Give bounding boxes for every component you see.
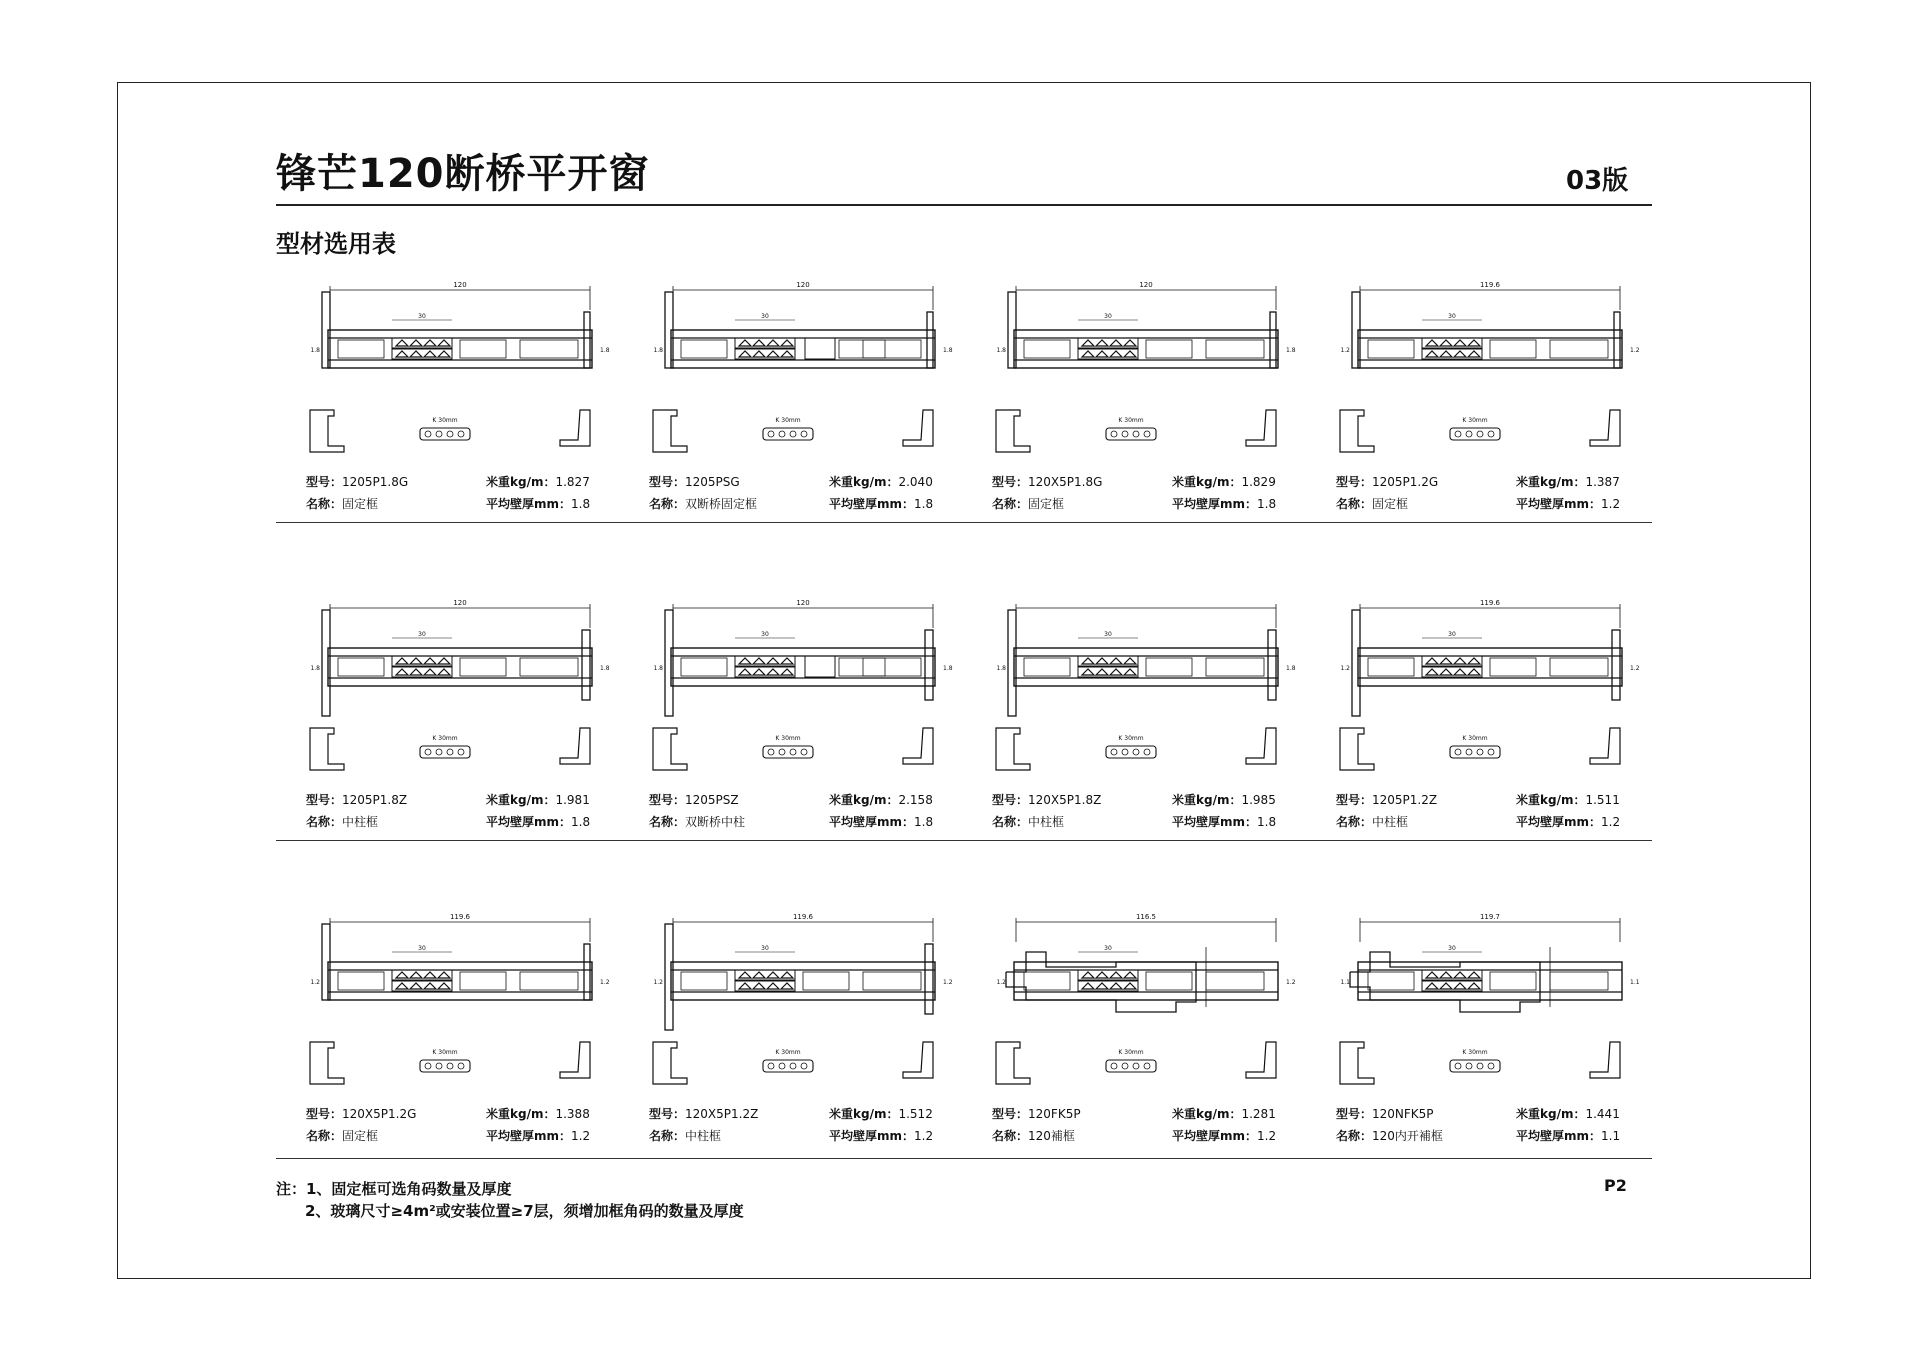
width-dimension: 116.5 <box>1135 913 1157 921</box>
profile-model: 型号：1205PSG <box>649 475 740 489</box>
profile-wall-thickness: 平均壁厚mm：1.1 <box>1516 1129 1621 1143</box>
profile-wall-thickness: 平均壁厚mm：1.8 <box>829 497 934 511</box>
svg-text:30: 30 <box>418 631 426 638</box>
profile-section-drawing <box>1330 280 1656 480</box>
svg-text:1.8: 1.8 <box>1286 347 1296 354</box>
svg-text:30: 30 <box>1448 945 1456 952</box>
corner-key-label: K 30mm <box>775 1049 801 1056</box>
profile-weight: 米重kg/m：1.441 <box>1516 1107 1620 1121</box>
profile-wall-thickness: 平均壁厚mm：1.2 <box>1172 1129 1277 1143</box>
profile-section-drawing <box>643 598 969 798</box>
corner-key-label: K 30mm <box>1118 1049 1144 1056</box>
page-number: P2 <box>1604 1176 1627 1195</box>
profile-card <box>1330 598 1656 848</box>
profile-card <box>643 598 969 848</box>
svg-text:30: 30 <box>1448 631 1456 638</box>
svg-text:1.2: 1.2 <box>600 979 610 986</box>
width-dimension: 119.6 <box>449 913 471 921</box>
svg-text:1.8: 1.8 <box>943 665 953 672</box>
profile-card <box>300 598 626 848</box>
profile-weight: 米重kg/m：1.512 <box>829 1107 933 1121</box>
profile-model: 型号：1205PSZ <box>649 793 739 807</box>
svg-text:1.2: 1.2 <box>1340 347 1350 354</box>
profile-wall-thickness: 平均壁厚mm：1.8 <box>486 815 591 829</box>
svg-text:30: 30 <box>1104 945 1112 952</box>
profile-wall-thickness: 平均壁厚mm：1.8 <box>486 497 591 511</box>
note-line-1: 注：1、固定框可选角码数量及厚度 <box>276 1180 512 1198</box>
svg-text:1.8: 1.8 <box>996 347 1006 354</box>
svg-text:30: 30 <box>1448 313 1456 320</box>
profile-card <box>643 280 969 530</box>
profile-name: 名称：120補框 <box>992 1129 1075 1143</box>
corner-key-label: K 30mm <box>432 735 458 742</box>
svg-text:1.2: 1.2 <box>1340 665 1350 672</box>
profile-card <box>986 598 1312 848</box>
profile-name: 名称：固定框 <box>1336 497 1409 511</box>
profile-name: 名称：固定框 <box>306 1129 379 1143</box>
profile-wall-thickness: 平均壁厚mm：1.8 <box>829 815 934 829</box>
svg-text:1.8: 1.8 <box>943 347 953 354</box>
profile-name: 名称：双断桥中柱 <box>649 815 746 829</box>
svg-text:1.2: 1.2 <box>1286 979 1296 986</box>
svg-text:30: 30 <box>418 945 426 952</box>
profile-model: 型号：120FK5P <box>992 1107 1081 1121</box>
profile-wall-thickness: 平均壁厚mm：1.2 <box>829 1129 934 1143</box>
width-dimension: 120 <box>453 281 467 289</box>
profile-wall-thickness: 平均壁厚mm：1.2 <box>486 1129 591 1143</box>
profile-weight: 米重kg/m：2.040 <box>829 475 933 489</box>
profile-wall-thickness: 平均壁厚mm：1.8 <box>1172 815 1277 829</box>
profile-card <box>300 280 626 530</box>
profile-model: 型号：120X5P1.8Z <box>992 793 1102 807</box>
svg-text:1.2: 1.2 <box>943 979 953 986</box>
profile-model: 型号：1205P1.2Z <box>1336 793 1438 807</box>
profile-model: 型号：120X5P1.2Z <box>649 1107 759 1121</box>
svg-text:1.8: 1.8 <box>653 665 663 672</box>
profile-name: 名称：中柱框 <box>992 815 1065 829</box>
width-dimension: 120 <box>796 599 810 607</box>
svg-text:1.8: 1.8 <box>310 665 320 672</box>
profile-section-drawing <box>986 598 1312 798</box>
profile-section-drawing <box>986 912 1312 1112</box>
svg-text:1.8: 1.8 <box>1286 665 1296 672</box>
profile-weight: 米重kg/m：1.281 <box>1172 1107 1276 1121</box>
svg-text:1.8: 1.8 <box>653 347 663 354</box>
width-dimension: 119.6 <box>792 913 814 921</box>
profile-model: 型号：120NFK5P <box>1336 1107 1434 1121</box>
edition-label: 03版 <box>1566 166 1629 196</box>
profile-weight: 米重kg/m：1.827 <box>486 475 590 489</box>
width-dimension: 120 <box>1139 281 1153 289</box>
svg-text:1.8: 1.8 <box>310 347 320 354</box>
width-dimension: 120 <box>796 281 810 289</box>
profile-wall-thickness: 平均壁厚mm：1.2 <box>1516 815 1621 829</box>
title-rule <box>276 204 1652 206</box>
profile-section-drawing <box>643 912 969 1112</box>
profile-name: 名称：120内开補框 <box>1336 1129 1443 1143</box>
width-dimension: 119.6 <box>1479 599 1501 607</box>
width-dimension: 119.7 <box>1479 913 1501 921</box>
svg-text:1.2: 1.2 <box>1630 665 1640 672</box>
profile-section-drawing <box>300 280 626 480</box>
corner-key-label: K 30mm <box>1118 417 1144 424</box>
profile-card <box>1330 280 1656 530</box>
profile-name: 名称：中柱框 <box>649 1129 722 1143</box>
profile-weight: 米重kg/m：1.387 <box>1516 475 1620 489</box>
corner-key-label: K 30mm <box>432 417 458 424</box>
profile-name: 名称：中柱框 <box>1336 815 1409 829</box>
profile-name: 名称：双断桥固定框 <box>649 497 758 511</box>
profile-section-drawing <box>1330 598 1656 798</box>
svg-text:30: 30 <box>761 631 769 638</box>
profile-card <box>643 912 969 1162</box>
svg-text:1.8: 1.8 <box>600 347 610 354</box>
corner-key-label: K 30mm <box>432 1049 458 1056</box>
profile-weight: 米重kg/m：1.829 <box>1172 475 1276 489</box>
profile-card <box>300 912 626 1162</box>
corner-key-label: K 30mm <box>775 417 801 424</box>
section-title: 型材选用表 <box>276 230 396 258</box>
profile-model: 型号：120X5P1.2G <box>306 1107 417 1121</box>
svg-text:30: 30 <box>1104 631 1112 638</box>
profile-section-drawing <box>300 598 626 798</box>
profile-section-drawing <box>1330 912 1656 1112</box>
profile-model: 型号：1205P1.8G <box>306 475 409 489</box>
profile-weight: 米重kg/m：2.158 <box>829 793 933 807</box>
profile-name: 名称：固定框 <box>992 497 1065 511</box>
corner-key-label: K 30mm <box>1118 735 1144 742</box>
profile-weight: 米重kg/m：1.985 <box>1172 793 1276 807</box>
profile-model: 型号：120X5P1.8G <box>992 475 1103 489</box>
profile-wall-thickness: 平均壁厚mm：1.8 <box>1172 497 1277 511</box>
corner-key-label: K 30mm <box>1462 417 1488 424</box>
profile-weight: 米重kg/m：1.511 <box>1516 793 1620 807</box>
width-dimension: 120 <box>453 599 467 607</box>
profile-model: 型号：1205P1.8Z <box>306 793 408 807</box>
svg-text:1.8: 1.8 <box>600 665 610 672</box>
svg-text:1.1: 1.1 <box>1630 979 1640 986</box>
svg-text:30: 30 <box>1104 313 1112 320</box>
svg-text:1.2: 1.2 <box>653 979 663 986</box>
profile-weight: 米重kg/m：1.388 <box>486 1107 590 1121</box>
svg-text:30: 30 <box>418 313 426 320</box>
note-line-2: 2、玻璃尺寸≥4m²或安装位置≥7层，须增加框角码的数量及厚度 <box>305 1202 744 1220</box>
corner-key-label: K 30mm <box>1462 1049 1488 1056</box>
profile-section-drawing <box>643 280 969 480</box>
svg-text:1.2: 1.2 <box>1630 347 1640 354</box>
corner-key-label: K 30mm <box>1462 735 1488 742</box>
profile-wall-thickness: 平均壁厚mm：1.2 <box>1516 497 1621 511</box>
profile-model: 型号：1205P1.2G <box>1336 475 1439 489</box>
page-title: 锋芒120断桥平开窗 <box>276 151 650 197</box>
profile-weight: 米重kg/m：1.981 <box>486 793 590 807</box>
profile-name: 名称：固定框 <box>306 497 379 511</box>
svg-text:1.8: 1.8 <box>996 665 1006 672</box>
svg-text:1.2: 1.2 <box>996 979 1006 986</box>
svg-text:30: 30 <box>761 313 769 320</box>
profile-card <box>986 912 1312 1162</box>
profile-section-drawing <box>300 912 626 1112</box>
profile-section-drawing <box>986 280 1312 480</box>
profile-name: 名称：中柱框 <box>306 815 379 829</box>
width-dimension: 119.6 <box>1479 281 1501 289</box>
svg-text:1.1: 1.1 <box>1340 979 1350 986</box>
svg-text:1.2: 1.2 <box>310 979 320 986</box>
svg-text:30: 30 <box>761 945 769 952</box>
profile-card <box>986 280 1312 530</box>
corner-key-label: K 30mm <box>775 735 801 742</box>
profile-card <box>1330 912 1656 1162</box>
